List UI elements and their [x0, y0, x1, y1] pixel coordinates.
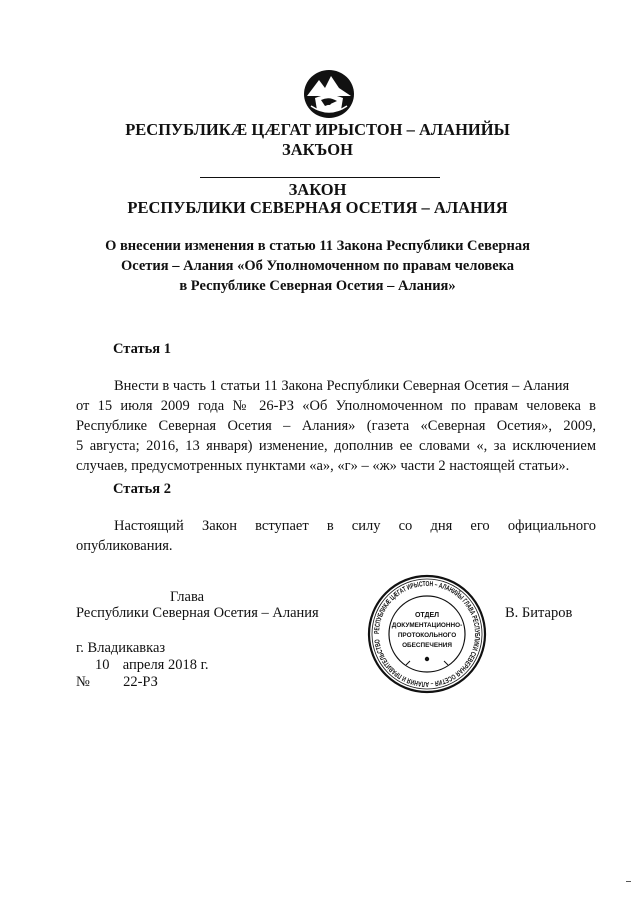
page-edge-mark — [626, 881, 631, 882]
subject-line-2: Осетия – Алания «Об Уполномоченном по правам человека — [120, 258, 515, 274]
article-1-line-2: от 15 июля 2009 года № 26-РЗ «Об Уполномоченном по правам человека в — [76, 398, 596, 414]
header-ossetian-republic: РЕСПУБЛИКӔ ЦӔГАТ ИРЫСТОН – АЛАНИЙЫ — [125, 120, 510, 139]
signing-date-year: 2018 г. — [167, 657, 209, 673]
stamp-center-line-3: ПРОТОКОЛЬНОГО — [397, 632, 457, 639]
signing-date-month: апреля — [122, 657, 165, 673]
subject-line-3: в Республике Северная Осетия – Алания» — [179, 278, 456, 294]
signatory-name: В. Битаров — [505, 605, 573, 621]
article-2-line-1: Настоящий Закон вступает в силу со дня его официального — [114, 518, 596, 534]
stamp-center-line-2: ДОКУМЕНТАЦИОННО- — [391, 622, 463, 629]
emblem-icon — [301, 66, 357, 120]
article-2-heading: Статья 2 — [113, 481, 171, 497]
article-1-line-5: случаев, предусмотренных пунктами «а», «г» – «ж» части 2 настоящей статьи». — [76, 458, 570, 474]
signatory-organization: Республики Северная Осетия – Алания — [76, 605, 319, 621]
article-2-line-2: опубликования. — [76, 538, 173, 554]
header-russian-republic: РЕСПУБЛИКИ СЕВЕРНАЯ ОСЕТИЯ – АЛАНИЯ — [127, 198, 508, 217]
stamp-center-line-1: ОТДЕЛ — [414, 612, 440, 619]
subject-line-1: О внесении изменения в статью 11 Закона Республики Северная — [105, 238, 530, 254]
stamp-center-line-4: ОБЕСПЕЧЕНИЯ — [402, 642, 452, 649]
stamp-seal-icon — [366, 573, 488, 695]
signing-city: г. Владикавказ — [76, 640, 166, 656]
signing-date — [95, 657, 209, 674]
article-1-line-1: Внести в часть 1 статьи 11 Закона Республики Северная Осетия – Алания — [114, 378, 570, 394]
article-2-text — [76, 516, 596, 556]
header-ossetian-law: ЗАКЪОН — [282, 140, 353, 159]
law-number-value: 22-РЗ — [123, 674, 158, 690]
signatory-position: Глава — [170, 589, 205, 605]
stamp-outer-text: РЕСПУБЛИКӔ ЦӔГАТ ИРЫСТОН – АЛАНИЙЫ ГЛАВА РЕСПУБЛИКИ СЕВЕРНАЯ ОСЕТИЯ – АЛАНИЯ И ПРАВИТЕЛЬСТВО — [371, 578, 483, 690]
law-subject — [0, 236, 635, 296]
law-number — [76, 674, 158, 691]
article-1-line-3: Республике Северная Осетия – Алания» (газета «Северная Осетия», 2009, — [76, 418, 596, 434]
header-law: ЗАКОН — [288, 180, 347, 199]
state-emblem — [301, 66, 357, 120]
article-1-heading: Статья 1 — [113, 341, 171, 357]
article-1-line-4: 5 августа; 2016, 13 января) изменение, дополнив ее словами «, за исключением — [76, 438, 596, 454]
header-divider — [200, 177, 440, 178]
number-sign: № — [76, 674, 90, 690]
signing-date-day: 10 — [95, 657, 110, 673]
article-1-text — [76, 376, 596, 476]
official-stamp — [366, 573, 488, 695]
